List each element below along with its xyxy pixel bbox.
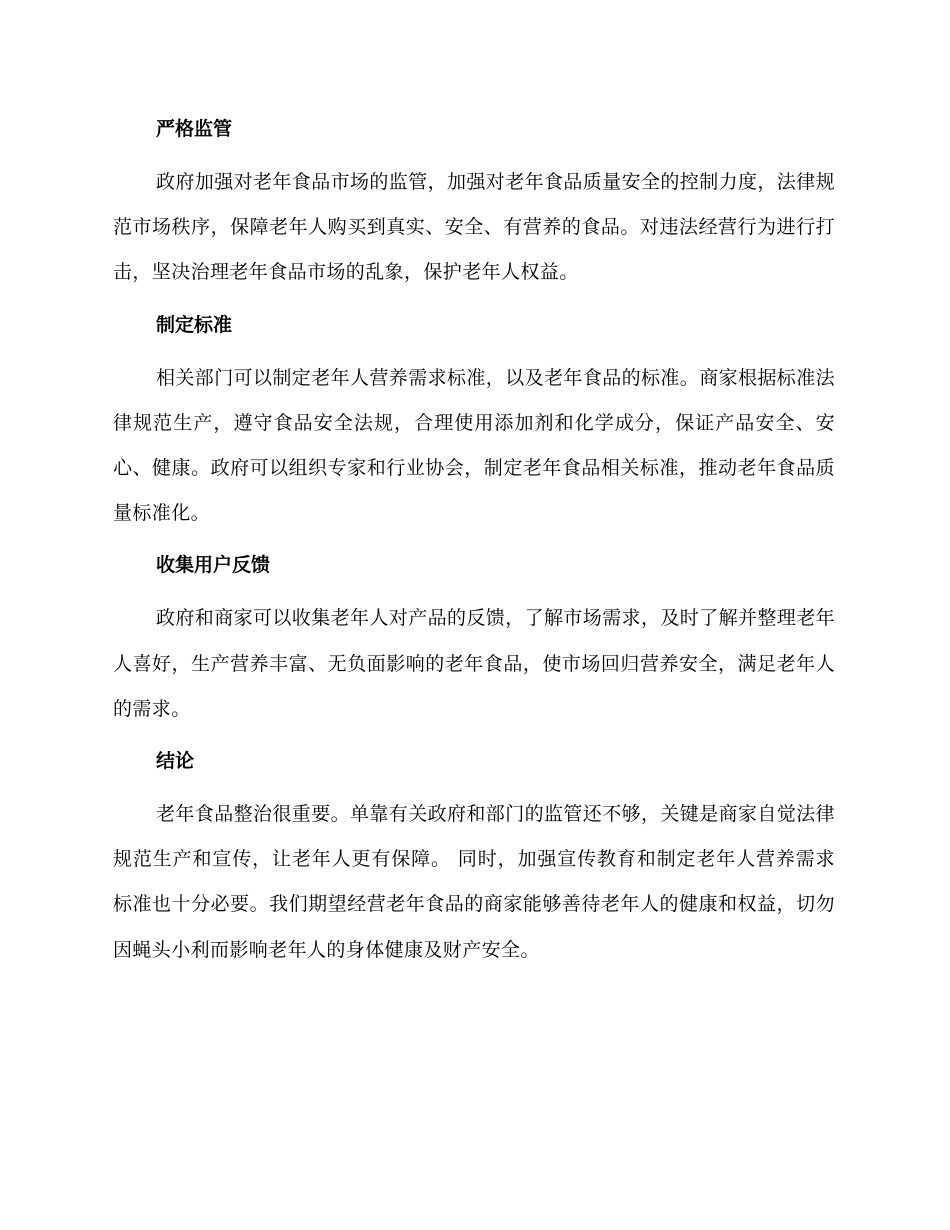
section-heading-collect-feedback: 收集用户反馈 — [156, 554, 271, 577]
section-paragraph-set-standards: 相关部门可以制定老年人营养需求标准，以及老年食品的标准。商家根据标准法律规范生产，遵守食品安全法规，合理使用添加剂和化学成分，保证产品安全、安心、健康。政府可以组织专家和行业协会，制定老年食品相关标准，推动老年食品质量标准化。 — [113, 366, 836, 525]
section-paragraph-strict-supervision: 政府加强对老年食品市场的监管，加强对老年食品质量安全的控制力度，法律规范市场秩序，保障老年人购买到真实、安全、有营养的食品。对违法经营行为进行打击，坚决治理老年食品市场的乱象，保护老年人权益。 — [113, 171, 836, 284]
section-heading-set-standards: 制定标准 — [156, 313, 233, 336]
section-paragraph-conclusion: 老年食品整治很重要。单靠有关政府和部门的监管还不够，关键是商家自觉法律规范生产和宣传，让老年人更有保障。 同时，加强宣传教育和制定老年人营养需求标准也十分必要。我们期望经营老年食品的商家能够善待老年人的健康和权益，切勿因蝇头小利而影响老年人的身体健康及财产安全。 — [113, 803, 836, 961]
section-paragraph-collect-feedback: 政府和商家可以收集老年人对产品的反馈，了解市场需求，及时了解并整理老年人喜好，生产营养丰富、无负面影响的老年食品，使市场回归营养安全，满足老年人的需求。 — [113, 607, 836, 720]
section-heading-conclusion: 结论 — [156, 750, 195, 773]
document-body — [113, 112, 835, 973]
section-heading-strict-supervision: 严格监管 — [156, 118, 233, 140]
